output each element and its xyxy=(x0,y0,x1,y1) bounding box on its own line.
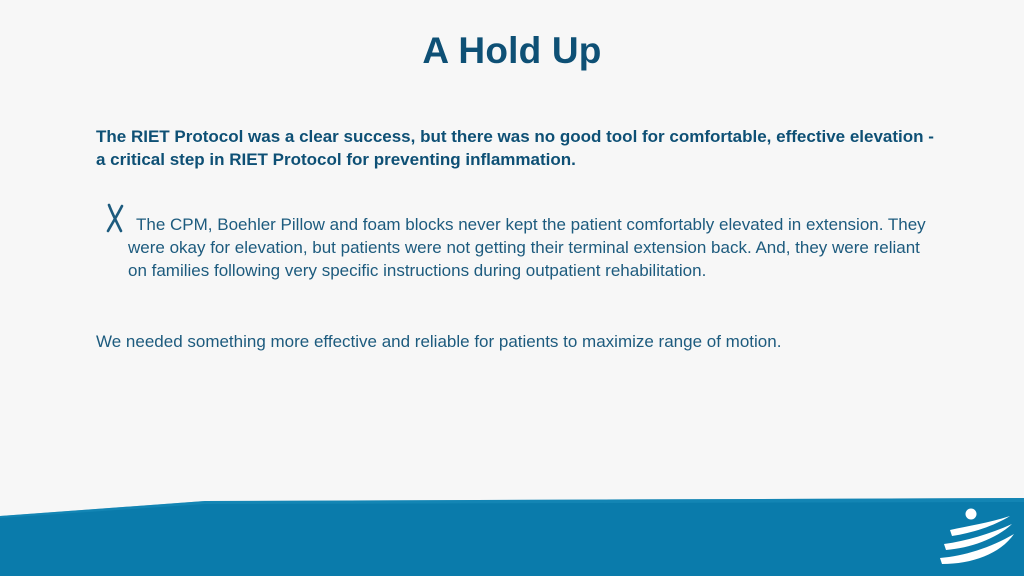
x-mark-icon xyxy=(105,203,125,233)
closing-paragraph: We needed something more effective and reliable for patients to maximize range of motion. xyxy=(96,332,782,351)
bullet-item xyxy=(105,203,935,282)
brand-logo-icon xyxy=(938,506,1014,572)
bullet-text: The CPM, Boehler Pillow and foam blocks never kept the patient comfortably elevated in extension. They were okay for elevation, but patients were not getting their terminal extension back. And, they were reliant on families following very specific instructions during outpatient rehabilitation. xyxy=(128,215,926,280)
footer-band xyxy=(0,498,1024,576)
slide-title: A Hold Up xyxy=(422,30,602,71)
lead-paragraph: The RIET Protocol was a clear success, but there was no good tool for comfortable, effective elevation - a critical step in RIET Protocol for preventing inflammation. xyxy=(96,127,934,169)
